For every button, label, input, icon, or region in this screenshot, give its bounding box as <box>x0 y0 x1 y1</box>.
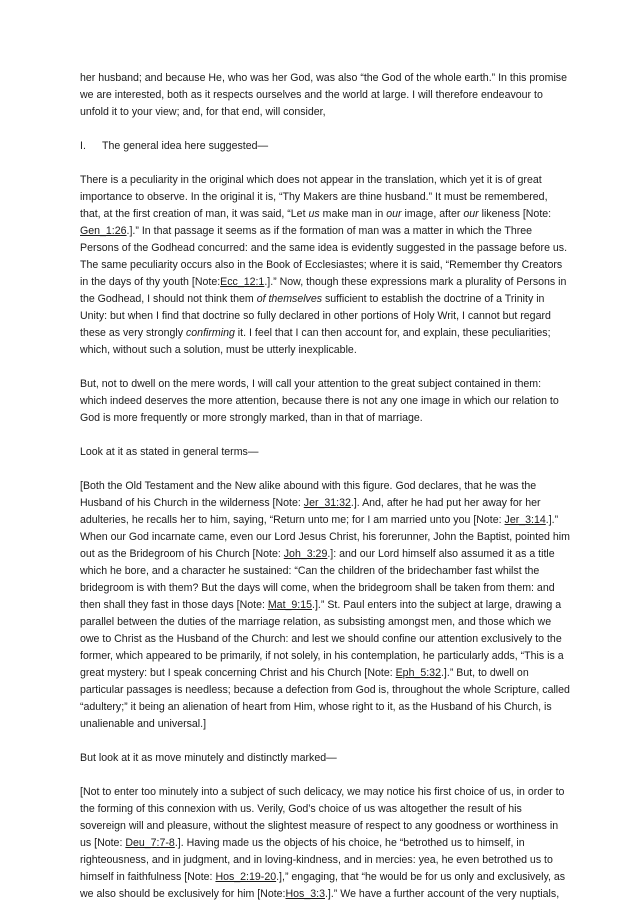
text-run: [Not to enter too minutely into a subject of such delicacy, we may notice his first choice of us, in order to the forming of this connexion with us. Verily, God’s choice of us was altogether the result of his sovereign will and pleasure, without the slightest measure of respect to any goodness or worthiness in us [Note: <box>80 786 565 849</box>
text-run: make man in <box>319 208 387 220</box>
scripture-link[interactable]: Eph_5:32 <box>395 667 441 679</box>
scripture-link[interactable]: Jer_3:14 <box>504 514 546 526</box>
scripture-link[interactable]: Jer_31:32 <box>303 497 351 509</box>
text-run: .]. Having made us the objects of his choice, he “betrothed us to himself, in righteousness, and in judgment, and in loving-kindness, and in mercies: yea, he even betrothed us to himself in faithfulness [Note: <box>80 837 553 883</box>
scripture-link[interactable]: Deu_7:7-8 <box>125 837 175 849</box>
text-run: it. I feel that I can then account for, and explain, these peculiarities; which, without such a solution, must be utterly inexplicable. <box>80 327 551 356</box>
text-run: likeness [Note: <box>478 208 552 220</box>
text-run: .],” engaging, that “he would be for us only and exclusively, as we also should be exclusively for him [Note: <box>80 871 566 900</box>
italic-run: us <box>308 208 320 220</box>
paragraph-testaments <box>80 478 570 733</box>
text-run: .]: and our Lord himself also assumed it as a title which he bore, and a character he sustained: “Can the children of the bridechamber fast whilst the bridegroom is with them? But the days will come, when the bridegroom shall be taken from them: and then shall they fast in those days [Note: <box>80 548 555 611</box>
paragraph-peculiarity <box>80 172 570 359</box>
paragraph-general-terms: Look at it as stated in general terms— <box>80 446 259 458</box>
section-title: The general idea here suggested— <box>102 140 269 152</box>
text-run: .].” But, to dwell on particular passages is needless; because a defection from God is, throughout the whole Scripture, called “adultery;” it being an alienation of heart from Him, whose right to it, as the Husband of his Church, is unalienable and universal.] <box>80 667 570 730</box>
paragraph-minutely: But look at it as move minutely and distinctly marked— <box>80 752 337 764</box>
text-run: .]. And, after he had put her away for her adulteries, he recalls her to him, saying, “Return unto me; for I am married unto you [Note: <box>80 497 541 526</box>
scripture-link[interactable]: Hos_2:19-20 <box>215 871 277 883</box>
text-run: .].” Now, though these expressions mark a plurality of Persons in the Godhead, I should not think them <box>80 276 567 305</box>
text-run: .].” In that passage it seems as if the formation of man was a matter in which the Three Persons of the Godhead concurred: and the same idea is evidently suggested in the passage before us. The same peculiarity occurs also in the Book of Ecclesiastes; where it is said, “Remember thy Creators in the days of thy youth [Note: <box>80 225 568 288</box>
paragraph-subject: But, not to dwell on the mere words, I will call your attention to the great subject contained in them: which indeed deserves the more attention, because there is not any one image in which our relation to God is more frequently or more strongly marked, than in that of marriage. <box>80 378 559 424</box>
italic-run: our <box>386 208 402 220</box>
paragraph-choice <box>80 784 570 903</box>
paragraph-intro: her husband; and because He, who was her God, was also “the God of the whole earth.” In this promise we are interested, both as it respects ourselves and the world at large. I will therefore endeavour to unfold it to your view; and, for that end, will consider, <box>80 72 567 118</box>
scripture-link[interactable]: Ecc_12:1 <box>220 276 265 288</box>
scripture-link[interactable]: Hos_3:3 <box>285 888 325 900</box>
text-run: .].” We have a further account of the very nuptials, <box>324 888 560 900</box>
text-run: [Both the Old Testament and the New alike abound with this figure. God declares, that he was the Husband of his Church in the wilderness [Note: <box>80 480 537 509</box>
section-number: I. <box>80 140 86 152</box>
italic-run: our <box>463 208 479 220</box>
text-run: .].” St. Paul enters into the subject at large, drawing a parallel between the duties of the marriage relation, as subsisting amongst men, and those which we owe to Christ as the Husband of the Church: and lest we should confine our attention exclusively to the former, which appeared to be primarily, if not solely, in his contemplation, he particularly adds, “This is a great mystery: but I speak concerning Christ and his Church [Note: <box>80 599 564 679</box>
text-run: sufficient to establish the doctrine of a Trinity in Unity: but when I find that doctrine so fully declared in other portions of Holy Writ, I cannot but regard these as very strongly <box>80 293 551 339</box>
text-run: .].” When our God incarnate came, even our Lord Jesus Christ, his forerunner, John the Baptist, pointed him out as the Bridegroom of his Church [Note: <box>80 514 570 560</box>
scripture-link[interactable]: Joh_3:29 <box>283 548 328 560</box>
document-page <box>80 70 570 920</box>
section-heading <box>80 138 570 155</box>
scripture-link[interactable]: Mat_9:15 <box>267 599 313 611</box>
italic-run: confirming <box>185 327 235 339</box>
scripture-link[interactable]: Gen_1:26 <box>80 225 127 237</box>
italic-run: of themselves <box>256 293 323 305</box>
text-run: image, after <box>401 208 464 220</box>
text-run: There is a peculiarity in the original which does not appear in the translation, which yet it is of great importance to observe. In the original it is, “Thy Makers are thine husband.” It must be remembered, that, at the first creation of man, it was said, “Let <box>80 174 548 220</box>
